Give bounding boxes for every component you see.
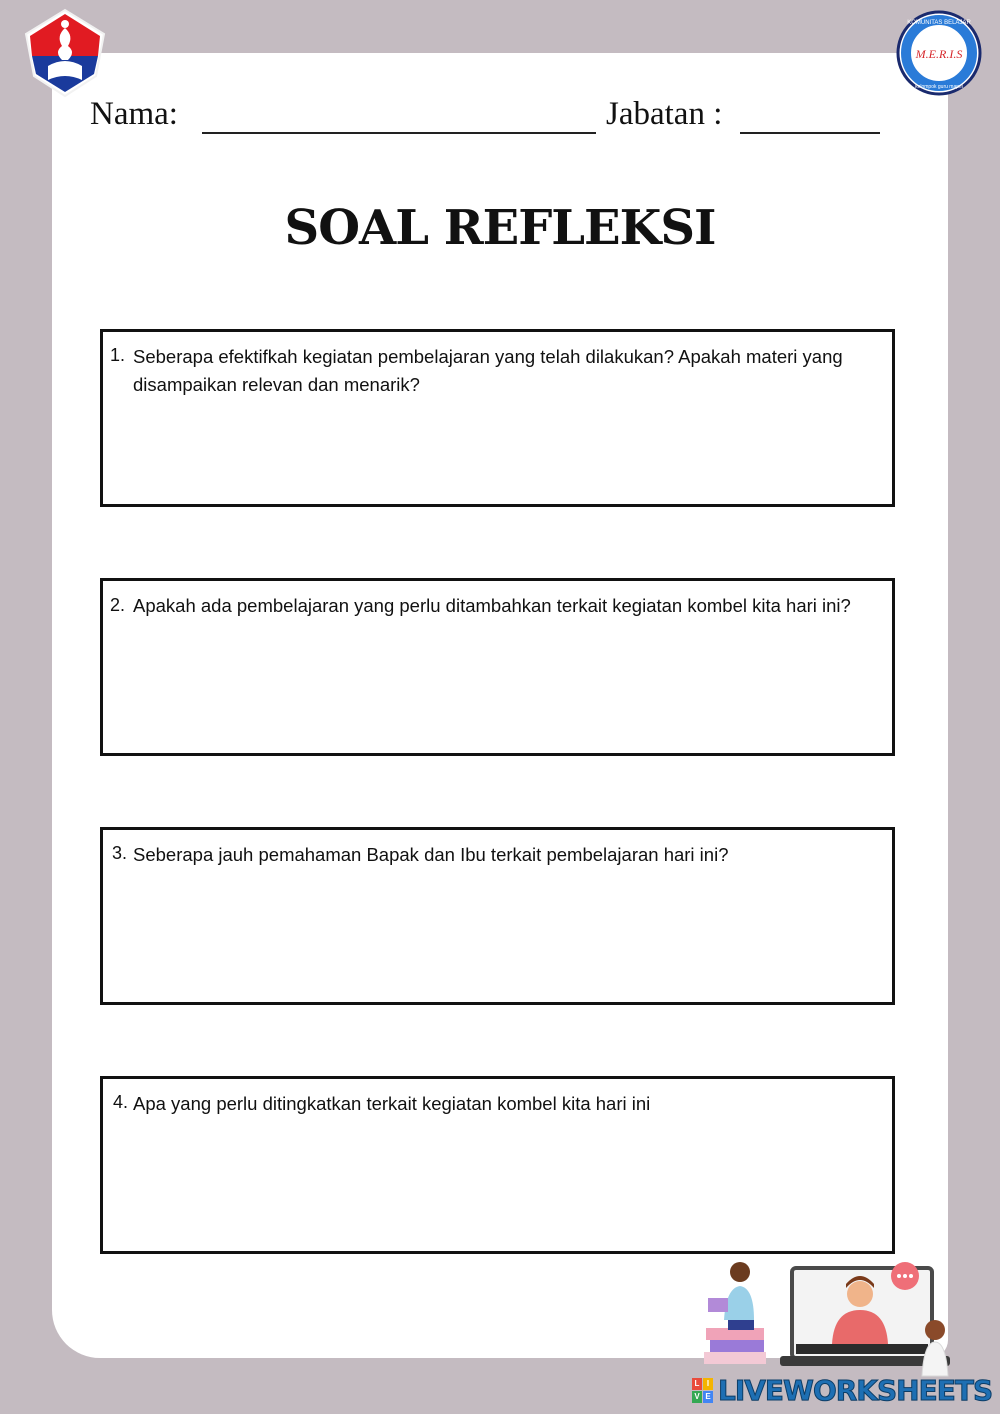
question-number: 4. (113, 1092, 129, 1112)
question-box-1 (100, 329, 895, 507)
question-text: Seberapa efektifkah kegiatan pembelajaran yang telah dilakukan? Apakah materi yang disampaikan relevan dan menarik? (133, 346, 843, 395)
logo-center-text: M.E.R.I.S (915, 47, 963, 61)
brand-tile-l: L (692, 1378, 702, 1390)
name-field-line[interactable] (202, 132, 596, 134)
position-field-line[interactable] (740, 132, 880, 134)
brand-wordmark: LIVEWORKSHEETS (718, 1374, 993, 1407)
question-box-2 (100, 578, 895, 756)
question-text: Seberapa jauh pemahaman Bapak dan Ibu terkait pembelajaran hari ini? (133, 844, 729, 865)
brand-tile-v: V (692, 1391, 702, 1403)
question-number: 1. (110, 345, 126, 365)
question-text: Apakah ada pembelajaran yang perlu ditambahkan terkait kegiatan kombel kita hari ini? (133, 595, 851, 616)
merise-community-logo (896, 10, 982, 96)
question-text: Apa yang perlu ditingkatkan terkait kegiatan kombel kita hari ini (133, 1093, 651, 1114)
question-box-4 (100, 1076, 895, 1254)
answer-input-1[interactable] (133, 430, 880, 494)
identity-row (90, 96, 890, 140)
answer-input-2[interactable] (133, 679, 880, 743)
question-number: 2. (110, 595, 126, 615)
position-label: Jabatan : (606, 96, 723, 132)
tut-wuri-handayani-logo (18, 6, 112, 100)
answer-input-3[interactable] (133, 928, 880, 992)
logo-top-text: KOMUNITAS BELAJAR (907, 20, 971, 26)
name-label: Nama: (90, 96, 178, 132)
brand-tile-i: I (703, 1378, 713, 1390)
brand-tile-e: E (703, 1391, 713, 1403)
liveworksheets-brand (692, 1374, 992, 1410)
live-tiles-icon (692, 1378, 714, 1404)
online-learning-illustration (700, 1258, 960, 1383)
question-number: 3. (112, 843, 128, 863)
page-title: SOAL REFLEKSI (284, 200, 716, 256)
logo-bottom-text: kelompok guru mapel (915, 84, 963, 90)
question-box-3 (100, 827, 895, 1005)
answer-input-4[interactable] (133, 1177, 880, 1241)
